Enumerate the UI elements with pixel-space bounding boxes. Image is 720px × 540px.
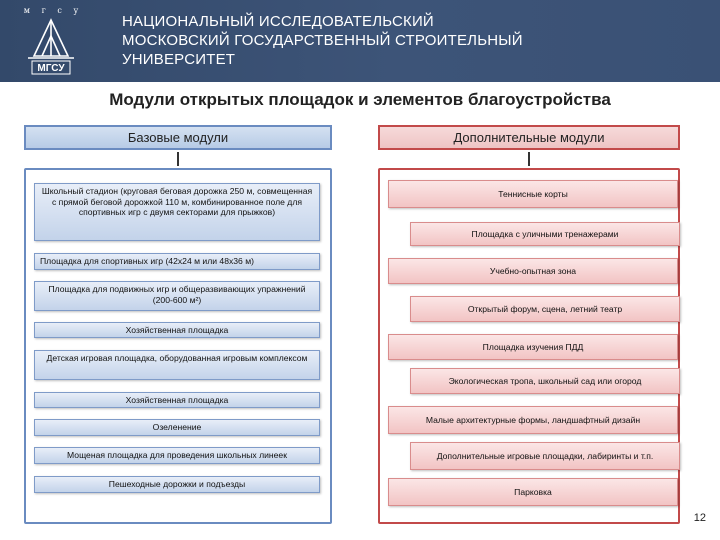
additional-module-item: Учебно-опытная зона	[388, 258, 678, 284]
university-name-line: НАЦИОНАЛЬНЫЙ ИССЛЕДОВАТЕЛЬСКИЙ	[122, 13, 434, 30]
additional-module-item: Дополнительные игровые площадки, лабиринты и т.п.	[410, 442, 680, 470]
base-module-item: Детская игровая площадка, оборудованная игровым комплексом	[34, 350, 320, 380]
additional-module-item: Теннисные корты	[388, 180, 678, 208]
additional-module-item: Площадка с уличными тренажерами	[410, 222, 680, 246]
additional-module-item: Открытый форум, сцена, летний театр	[410, 296, 680, 322]
logo-letters	[18, 6, 84, 15]
additional-modules-heading: Дополнительные модули	[378, 125, 680, 150]
base-module-item: Хозяйственная площадка	[34, 322, 320, 338]
base-module-item: Школьный стадион (круговая беговая дорожка 250 м, совмещенная с прямой беговой дорожкой 110 м, комбинированное поле для спортивных игр с двумя секторами для прыжков)	[34, 183, 320, 241]
base-module-item: Площадка для подвижных игр и общеразвивающих упражнений (200-600 м²)	[34, 281, 320, 311]
logo-text: МГСУ	[37, 63, 65, 74]
base-module-item: Озеленение	[34, 419, 320, 436]
logo-letter: у	[73, 6, 79, 15]
slide-title: Модули открытых площадок и элементов благоустройства	[109, 90, 611, 109]
logo-letter: м	[23, 6, 31, 15]
additional-module-item: Площадка изучения ПДД	[388, 334, 678, 360]
logo-letter: г	[41, 6, 46, 15]
base-module-item: Мощеная площадка для проведения школьных линеек	[34, 447, 320, 464]
university-name-line: МОСКОВСКИЙ ГОСУДАРСТВЕННЫЙ СТРОИТЕЛЬНЫЙ	[122, 32, 523, 49]
additional-module-item: Малые архитектурные формы, ландшафтный дизайн	[388, 406, 678, 434]
base-module-item: Хозяйственная площадка	[34, 392, 320, 408]
additional-module-item: Парковка	[388, 478, 678, 506]
base-modules-heading: Базовые модули	[24, 125, 332, 150]
university-name	[122, 12, 523, 69]
additional-module-item: Экологическая тропа, школьный сад или огород	[410, 368, 680, 394]
base-connector	[177, 152, 179, 166]
base-module-item: Пешеходные дорожки и подъезды	[34, 476, 320, 493]
logo-emblem-icon	[18, 6, 84, 78]
additional-connector	[528, 152, 530, 166]
base-module-item: Площадка для спортивных игр (42x24 м или 48x36 м)	[34, 253, 320, 270]
logo-letter: с	[57, 6, 62, 15]
header-bar	[0, 0, 720, 82]
university-logo	[18, 6, 84, 78]
university-name-line: УНИВЕРСИТЕТ	[122, 51, 236, 68]
page-number: 12	[693, 512, 706, 524]
